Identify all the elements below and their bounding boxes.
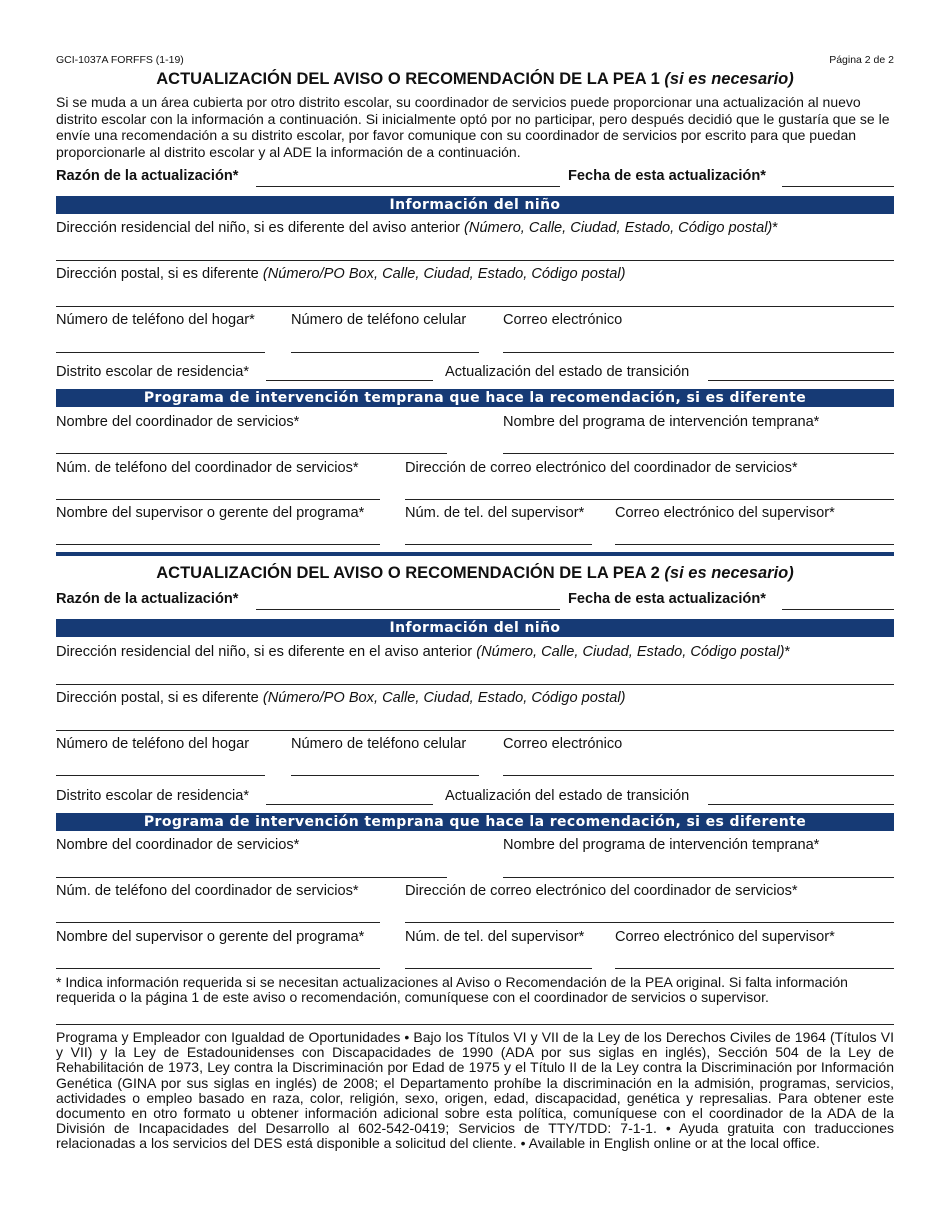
section2-title: ACTUALIZACIÓN DEL AVISO O RECOMENDACIÓN DE LA PEA 2 (si es necesario) [156, 564, 794, 582]
s1-cell-phone-field[interactable] [291, 352, 479, 353]
s1-coordinator-email-label: Dirección de correo electrónico del coordinador de servicios* [405, 460, 798, 476]
footnote: * Indica información requerida si se necesitan actualizaciones al Aviso o Recomendación de la PEA original. Si falta información requerida o la página 1 de este aviso o recomendación, comuníquese con el coordinador de servicios o supervisor. [56, 974, 848, 1006]
s1-program-name-field[interactable] [503, 453, 894, 454]
section-separator [56, 552, 894, 556]
s2-coordinator-email-label: Dirección de correo electrónico del coordinador de servicios* [405, 883, 798, 899]
s2-district-field[interactable] [266, 804, 433, 805]
s1-district-field[interactable] [266, 380, 433, 381]
s2-home-phone-field[interactable] [56, 775, 265, 776]
s2-email-field[interactable] [503, 775, 894, 776]
s1-supervisor-phone-field[interactable] [405, 544, 592, 545]
s1-program-name-label: Nombre del programa de intervención temprana* [503, 414, 820, 430]
s2-cell-phone-label: Número de teléfono celular [291, 736, 467, 752]
legal-notice: Programa y Empleador con Igualdad de Oportunidades • Bajo los Títulos VI y VII de la Ley de los Derechos Civiles de 1964 (Títulos VI y VII) y la Ley de Estadounidenses con Discapacidades de 1990 (ADA por sus siglas en inglés), Sección 504 de la Ley de Rehabilitación de 1973, Ley contra la Discriminación por Edad de 1975 y el Título II de la Ley contra la Discriminación por Información Genética (GINA por sus siglas en inglés) de 2008; el Departamento prohíbe la discriminación en la admisión, programas, servicios, actividades o empleo basado en raza, color, religión, sexo, origen, edad, discapacidad, genética y represalias. Para obtener este documento en otro formato u obtener información adicional sobre esta política, comuníquese con el coordinador de la ADA de la División de Incapacidades del Desarrollo al 602-542-0419; Servicios de TTY/TDD: 7-1-1. • Ayuda gratuita con traducciones relacionadas a los servicios del DES está disponible a solicitud del cliente. • Available in English online or at the local office. [56, 1029, 894, 1152]
s2-program-band: Programa de intervención temprana que hace la recomendación, si es diferente [56, 813, 894, 831]
s2-program-name-field[interactable] [503, 877, 894, 878]
s1-supervisor-email-field[interactable] [615, 544, 894, 545]
section1-title: ACTUALIZACIÓN DEL AVISO O RECOMENDACIÓN DE LA PEA 1 (si es necesario) [156, 70, 794, 88]
s2-child-info-band: Información del niño [56, 619, 894, 637]
s1-child-info-band: Información del niño [56, 196, 894, 214]
s2-supervisor-name-label: Nombre del supervisor o gerente del programa* [56, 929, 365, 945]
s2-home-phone-label: Número de teléfono del hogar [56, 736, 250, 752]
s2-transition-label: Actualización del estado de transición [445, 788, 690, 804]
s2-cell-phone-field[interactable] [291, 775, 479, 776]
s2-district-label: Distrito escolar de residencia* [56, 788, 250, 804]
footer-divider [56, 1024, 894, 1025]
s1-home-phone-label: Número de teléfono del hogar* [56, 312, 255, 328]
s1-date-field[interactable] [782, 186, 894, 187]
s1-supervisor-phone-label: Núm. de tel. del supervisor* [405, 505, 585, 521]
s1-district-label: Distrito escolar de residencia* [56, 364, 250, 380]
s2-coordinator-phone-label: Núm. de teléfono del coordinador de servicios* [56, 883, 359, 899]
s2-postal-label: Dirección postal, si es diferente (Número/PO Box, Calle, Ciudad, Estado, Código postal) [56, 690, 626, 706]
s2-coordinator-email-field[interactable] [405, 922, 894, 923]
s2-supervisor-name-field[interactable] [56, 968, 380, 969]
s2-supervisor-email-field[interactable] [615, 968, 894, 969]
s2-reason-field[interactable] [256, 609, 560, 610]
s2-address-label: Dirección residencial del niño, si es diferente en el aviso anterior (Número, Calle, Ciudad, Estado, Código postal)* [56, 644, 791, 660]
s1-email-field[interactable] [503, 352, 894, 353]
s1-coordinator-name-label: Nombre del coordinador de servicios* [56, 414, 300, 430]
s1-coordinator-phone-label: Núm. de teléfono del coordinador de servicios* [56, 460, 359, 476]
s1-reason-field[interactable] [256, 186, 560, 187]
s2-coordinator-name-field[interactable] [56, 877, 447, 878]
s2-date-field[interactable] [782, 609, 894, 610]
s1-transition-field[interactable] [708, 380, 894, 381]
form-id: GCI-1037A FORFFS (1-19) [56, 54, 184, 66]
s1-supervisor-name-field[interactable] [56, 544, 380, 545]
s2-address-field[interactable] [56, 684, 894, 685]
s1-coordinator-name-field[interactable] [56, 453, 447, 454]
s2-date-label: Fecha de esta actualización* [568, 591, 766, 607]
s2-program-name-label: Nombre del programa de intervención temprana* [503, 837, 820, 853]
s2-email-label: Correo electrónico [503, 736, 623, 752]
s1-reason-label: Razón de la actualización* [56, 168, 239, 184]
s1-supervisor-name-label: Nombre del supervisor o gerente del programa* [56, 505, 365, 521]
s1-address-field[interactable] [56, 260, 894, 261]
s2-coordinator-name-label: Nombre del coordinador de servicios* [56, 837, 300, 853]
s1-program-band: Programa de intervención temprana que hace la recomendación, si es diferente [56, 389, 894, 407]
s2-supervisor-phone-field[interactable] [405, 968, 592, 969]
s1-address-label: Dirección residencial del niño, si es diferente del aviso anterior (Número, Calle, Ciudad, Estado, Código postal)* [56, 220, 778, 236]
page-number: Página 2 de 2 [829, 54, 894, 66]
s1-cell-phone-label: Número de teléfono celular [291, 312, 467, 328]
s2-reason-label: Razón de la actualización* [56, 591, 239, 607]
s1-coordinator-email-field[interactable] [405, 499, 894, 500]
s2-postal-field[interactable] [56, 730, 894, 731]
s2-coordinator-phone-field[interactable] [56, 922, 380, 923]
s2-supervisor-phone-label: Núm. de tel. del supervisor* [405, 929, 585, 945]
s1-transition-label: Actualización del estado de transición [445, 364, 690, 380]
s2-transition-field[interactable] [708, 804, 894, 805]
s1-supervisor-email-label: Correo electrónico del supervisor* [615, 505, 835, 521]
s1-email-label: Correo electrónico [503, 312, 623, 328]
s1-coordinator-phone-field[interactable] [56, 499, 380, 500]
s1-home-phone-field[interactable] [56, 352, 265, 353]
s1-date-label: Fecha de esta actualización* [568, 168, 766, 184]
s2-supervisor-email-label: Correo electrónico del supervisor* [615, 929, 835, 945]
s1-postal-field[interactable] [56, 306, 894, 307]
s1-postal-label: Dirección postal, si es diferente (Número/PO Box, Calle, Ciudad, Estado, Código postal) [56, 266, 626, 282]
intro-paragraph: Si se muda a un área cubierta por otro distrito escolar, su coordinador de servicios puede proporcionar una actualización al nuevo distrito escolar con la información a continuación. Si inicialmente optó por no participar, pero después decidió que le gustaría que se le envíe una recomendación a su distrito escolar, por favor comunique con su coordinador de servicios por escrito para que puedan proporcionarle al distrito escolar y al ADE la información de a continuación. [56, 94, 890, 160]
